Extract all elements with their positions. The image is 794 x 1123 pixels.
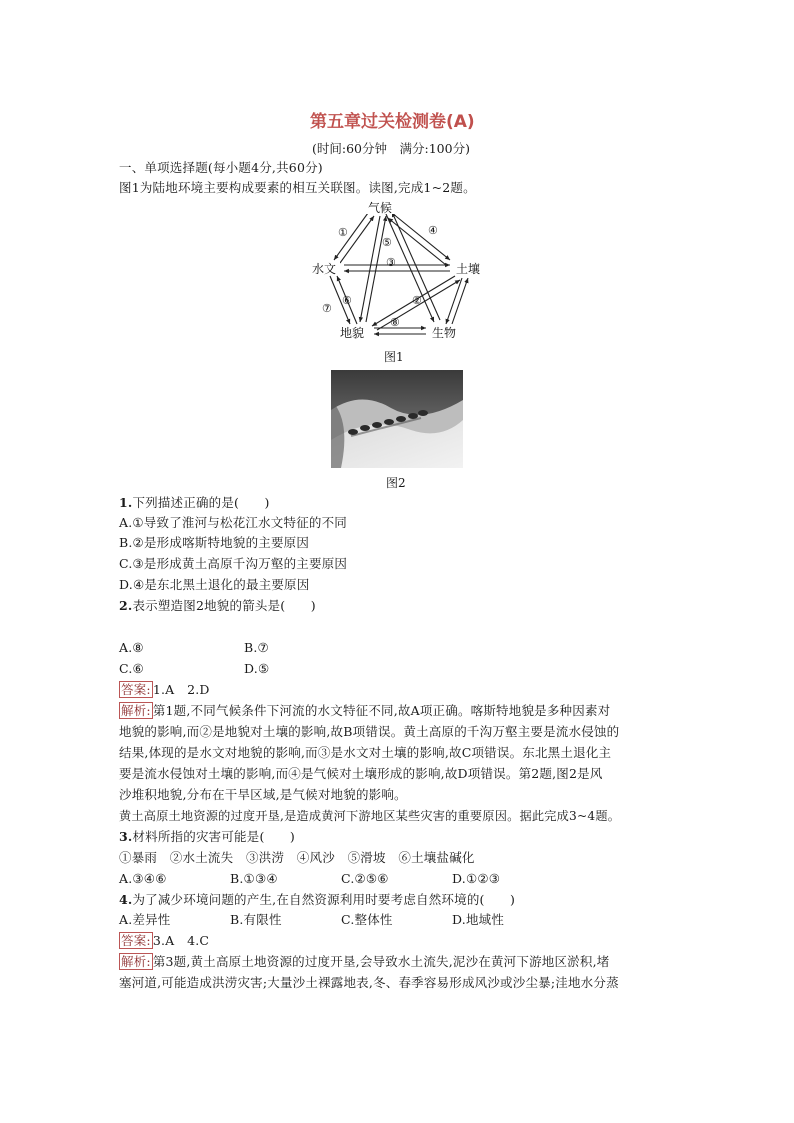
q3-option-d: D.①②③ (452, 871, 501, 886)
answer-1-2: 答案: 1.A 2.D (121, 682, 210, 697)
q2-option-c: C.⑥ (119, 661, 144, 676)
analysis-1-line-5: 沙堆积地貌,分布在干旱区域,是气候对地貌的影响。 (119, 787, 407, 802)
label-4: ④ (428, 224, 438, 237)
analysis-tag: 解析: (121, 703, 151, 718)
figure1-caption: 图1 (384, 350, 404, 364)
intro-q1-2: 图1为陆地环境主要构成要素的相互关联图。读图,完成1~2题。 (119, 180, 476, 195)
analysis-1-line-1: 解析: 第1题,不同气候条件下河流的水文特征不同,故A项正确。喀斯特地貌是多种因素对 (121, 703, 611, 718)
intro-q3-4: 黄土高原土地资源的过度开垦,是造成黄河下游地区某些灾害的重要原因。据此完成3~4题。 (119, 809, 621, 823)
label-2: ② (412, 294, 422, 307)
label-6: ⑥ (342, 294, 352, 307)
q4-option-d: D.地域性 (452, 912, 505, 927)
q2-option-b: B.⑦ (244, 640, 269, 655)
q2-option-a: A.⑧ (119, 640, 144, 655)
q3-option-a: A.③④⑥ (119, 871, 167, 886)
analysis-1-line-3: 结果,体现的是水文对地貌的影响,而③是水文对土壤的影响,故C项错误。东北黑土退化主 (119, 745, 612, 760)
arrow-4 (392, 213, 450, 260)
interaction-diagram (300, 198, 500, 346)
figure2-caption: 图2 (386, 476, 406, 490)
section-heading: 一、单项选择题(每小题4分,共60分) (119, 160, 323, 175)
node-bio: 生物 (432, 326, 457, 340)
analysis-tag: 解析: (121, 954, 151, 969)
q1-option-c: C.③是形成黄土高原千沟万壑的主要原因 (119, 556, 348, 571)
q1-option-a: A.①导致了淮河与松花江水文特征的不同 (119, 515, 348, 530)
q4-option-c: C.整体性 (341, 912, 393, 927)
node-soil: 土壤 (456, 262, 481, 276)
label-3: ③ (386, 256, 396, 269)
analysis-2-line-1: 解析: 第3题,黄土高原土地资源的过度开垦,会导致水土流失,泥沙在黄河下游地区淤积,堵 (121, 954, 610, 969)
node-climate: 气候 (368, 201, 393, 215)
analysis-1-line-4: 要是流水侵蚀对土壤的影响,而④是气候对土壤形成的影响,故D项错误。第2题,图2是风 (119, 766, 603, 781)
q3-option-b: B.①③④ (230, 871, 278, 886)
node-hydro: 水文 (312, 262, 337, 276)
answer-3-4: 答案: 3.A 4.C (121, 933, 210, 948)
question-2: 2.表示塑造图2地貌的箭头是( ) (119, 598, 316, 613)
page-title: 第五章过关检测卷(A) (310, 112, 475, 132)
answer-tag: 答案: (121, 933, 151, 948)
label-7: ⑦ (322, 302, 332, 315)
q4-option-b: B.有限性 (230, 912, 282, 927)
q1-option-d: D.④是东北黑土退化的最主要原因 (119, 577, 310, 592)
question-3: 3.材料所指的灾害可能是( ) (119, 829, 296, 844)
label-1: ① (338, 226, 348, 239)
node-landform: 地貌 (340, 326, 365, 340)
analysis-1-line-2: 地貌的影响,而②是地貌对土壤的影响,故B项错误。黄土高原的千沟万壑主要是流水侵蚀的 (119, 724, 620, 739)
desert-camel-photo (331, 370, 463, 468)
label-8: ⑧ (390, 316, 400, 329)
q3-items: ①暴雨 ②水土流失 ③洪涝 ④风沙 ⑤滑坡 ⑥土壤盐碱化 (119, 850, 475, 865)
answer-tag: 答案: (121, 682, 151, 697)
q2-option-d: D.⑤ (244, 661, 270, 676)
question-1: 1.下列描述正确的是( ) (119, 495, 270, 510)
label-5: ⑤ (382, 236, 392, 249)
q4-option-a: A.差异性 (119, 912, 171, 927)
q3-option-c: C.②⑤⑥ (341, 871, 389, 886)
analysis-2-line-2: 塞河道,可能造成洪涝灾害;大量沙土裸露地表,冬、春季容易形成风沙或沙尘暴;洼地水分蒸 (119, 975, 619, 990)
q1-option-b: B.②是形成喀斯特地貌的主要原因 (119, 535, 310, 550)
question-4: 4.为了减少环境问题的产生,在自然资源利用时要考虑自然环境的( ) (119, 892, 516, 907)
exam-time-score: (时间:60分钟 满分:100分) (312, 141, 470, 156)
